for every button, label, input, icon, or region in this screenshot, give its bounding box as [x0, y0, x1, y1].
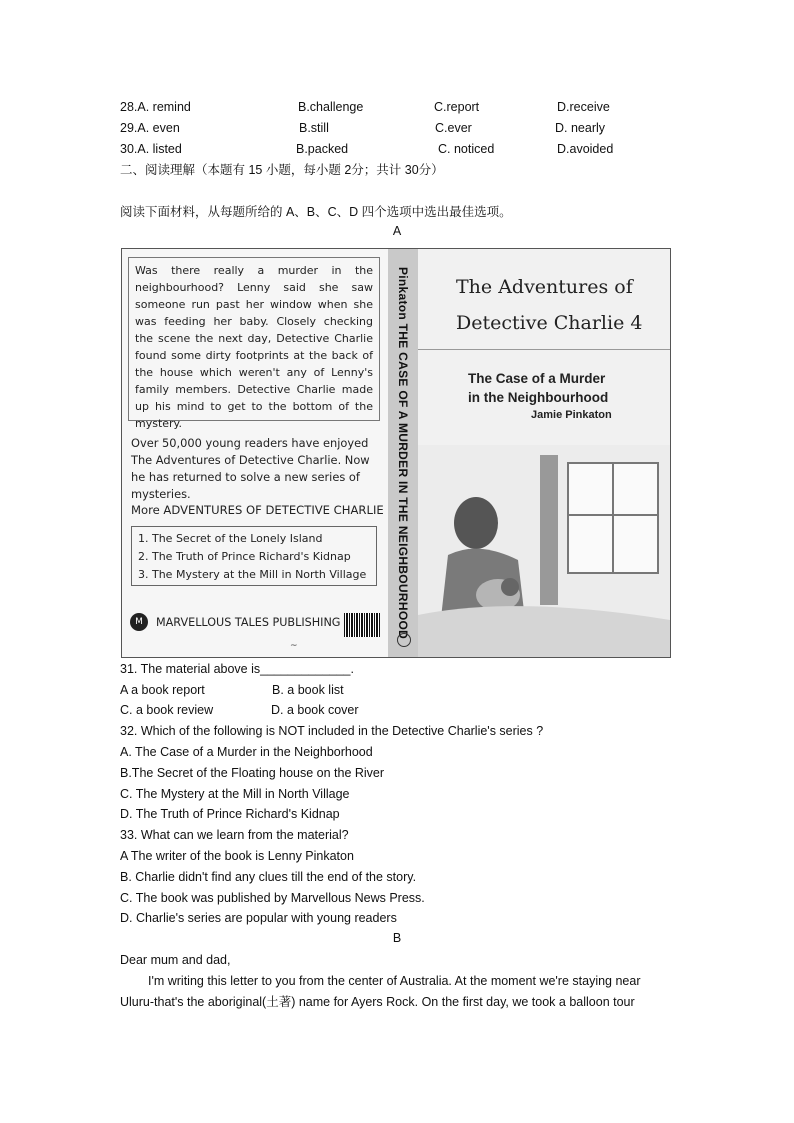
passage-b-label: B	[392, 931, 402, 945]
q31-option-d: D. a book cover	[271, 703, 359, 717]
q30-option-b: B.packed	[296, 142, 349, 156]
section-heading: 二、阅读理解（本题有 15 小题，每小题 2分；共计 30分）	[120, 163, 444, 177]
book-subtitle	[468, 369, 608, 407]
q33-option-d: D. Charlie's series are popular with young readers	[120, 911, 397, 925]
publisher-logo-icon: M	[130, 613, 148, 631]
book-author: Jamie Pinkaton	[531, 409, 612, 421]
more-adventures-title: More ADVENTURES OF DETECTIVE CHARLIE	[131, 503, 384, 517]
cover-illustration	[418, 445, 670, 657]
book-promo: Over 50,000 young readers have enjoyed The Adventures of Detective Charlie. Now he has returned to solve a new series of mysteries.	[131, 436, 370, 501]
subtitle-line1: The Case of a Murder	[468, 371, 606, 386]
q32-option-d: D. The Truth of Prince Richard's Kidnap	[120, 807, 340, 821]
letter-line: Uluru-that's the aboriginal(土著) name for Ayers Rock. On the first day, we took a balloon tour	[120, 995, 635, 1009]
series-title-line2: Detective Charlie 4	[456, 312, 643, 334]
book-cover-image	[121, 248, 671, 658]
series-title	[456, 269, 642, 341]
more-item: 1. The Secret of the Lonely Island	[138, 532, 323, 545]
q31-option-b: B. a book list	[272, 683, 344, 697]
q31-option-c: C. a book review	[120, 703, 214, 717]
q30-option-a: 30.A. listed	[120, 142, 182, 156]
spine-text: Pinkaton THE CASE OF A MURDER IN THE NEIGHBOURHOOD	[396, 266, 410, 640]
q29-option-c: C.ever	[435, 121, 472, 135]
q33-option-b: B. Charlie didn't find any clues till the end of the story.	[120, 870, 417, 884]
q31-stem: 31. The material above is_____________.	[120, 662, 354, 676]
spine-logo-icon	[397, 633, 411, 647]
q32-option-b: B.The Secret of the Floating house on the River	[120, 766, 385, 780]
subtitle-line2: in the Neighbourhood	[468, 390, 609, 405]
book-spine	[388, 249, 418, 657]
letter-line: I'm writing this letter to you from the center of Australia. At the moment we're staying near	[148, 974, 641, 988]
q29-option-a: 29.A. even	[120, 121, 180, 135]
q30-option-d: D.avoided	[557, 142, 614, 156]
q30-option-c: C. noticed	[438, 142, 495, 156]
q29-option-d: D. nearly	[555, 121, 606, 135]
q28-option-b: B.challenge	[298, 100, 364, 114]
q32-option-c: C. The Mystery at the Mill in North Village	[120, 787, 350, 801]
q33-option-c: C. The book was published by Marvellous News Press.	[120, 891, 425, 905]
letter-greeting: Dear mum and dad,	[120, 953, 231, 967]
barcode-icon	[344, 613, 380, 637]
q31-option-a: A a book report	[120, 683, 205, 697]
passage-a-label: A	[392, 224, 402, 238]
book-front-cover	[418, 249, 670, 657]
instruction: 阅读下面材料，从每题所给的 A、B、C、D 四个选项中选出最佳选项。	[120, 205, 512, 219]
q33-stem: 33. What can we learn from the material?	[120, 828, 349, 842]
more-item: 2. The Truth of Prince Richard's Kidnap	[138, 550, 351, 563]
q32-option-a: A. The Case of a Murder in the Neighborhood	[120, 745, 373, 759]
series-title-line1: The Adventures of	[456, 276, 633, 298]
cover-divider	[418, 349, 670, 350]
q28-option-a: 28.A. remind	[120, 100, 191, 114]
q29-option-b: B.still	[299, 121, 329, 135]
handwritten-mark: ~	[290, 641, 298, 651]
q28-option-c: C.report	[434, 100, 480, 114]
book-back-cover	[122, 249, 388, 657]
q32-stem: 32. Which of the following is NOT included in the Detective Charlie's series ?	[120, 724, 544, 738]
q33-option-a: A The writer of the book is Lenny Pinkaton	[120, 849, 354, 863]
publisher-name: MARVELLOUS TALES PUBLISHING	[156, 615, 341, 629]
more-item: 3. The Mystery at the Mill in North Village	[138, 568, 367, 581]
publisher	[130, 613, 340, 631]
more-adventures-list	[131, 526, 377, 586]
q28-option-d: D.receive	[557, 100, 610, 114]
book-blurb: Was there really a murder in the neighbourhood? Lenny said she saw someone run past her window when she was feeding her baby. Closely checking the scene the next day, Detective Charlie found some dirty footprints at the back of the house which weren't any of Lenny's family members. Detective Charlie made up his mind to get to the bottom of the mystery.	[128, 257, 380, 421]
